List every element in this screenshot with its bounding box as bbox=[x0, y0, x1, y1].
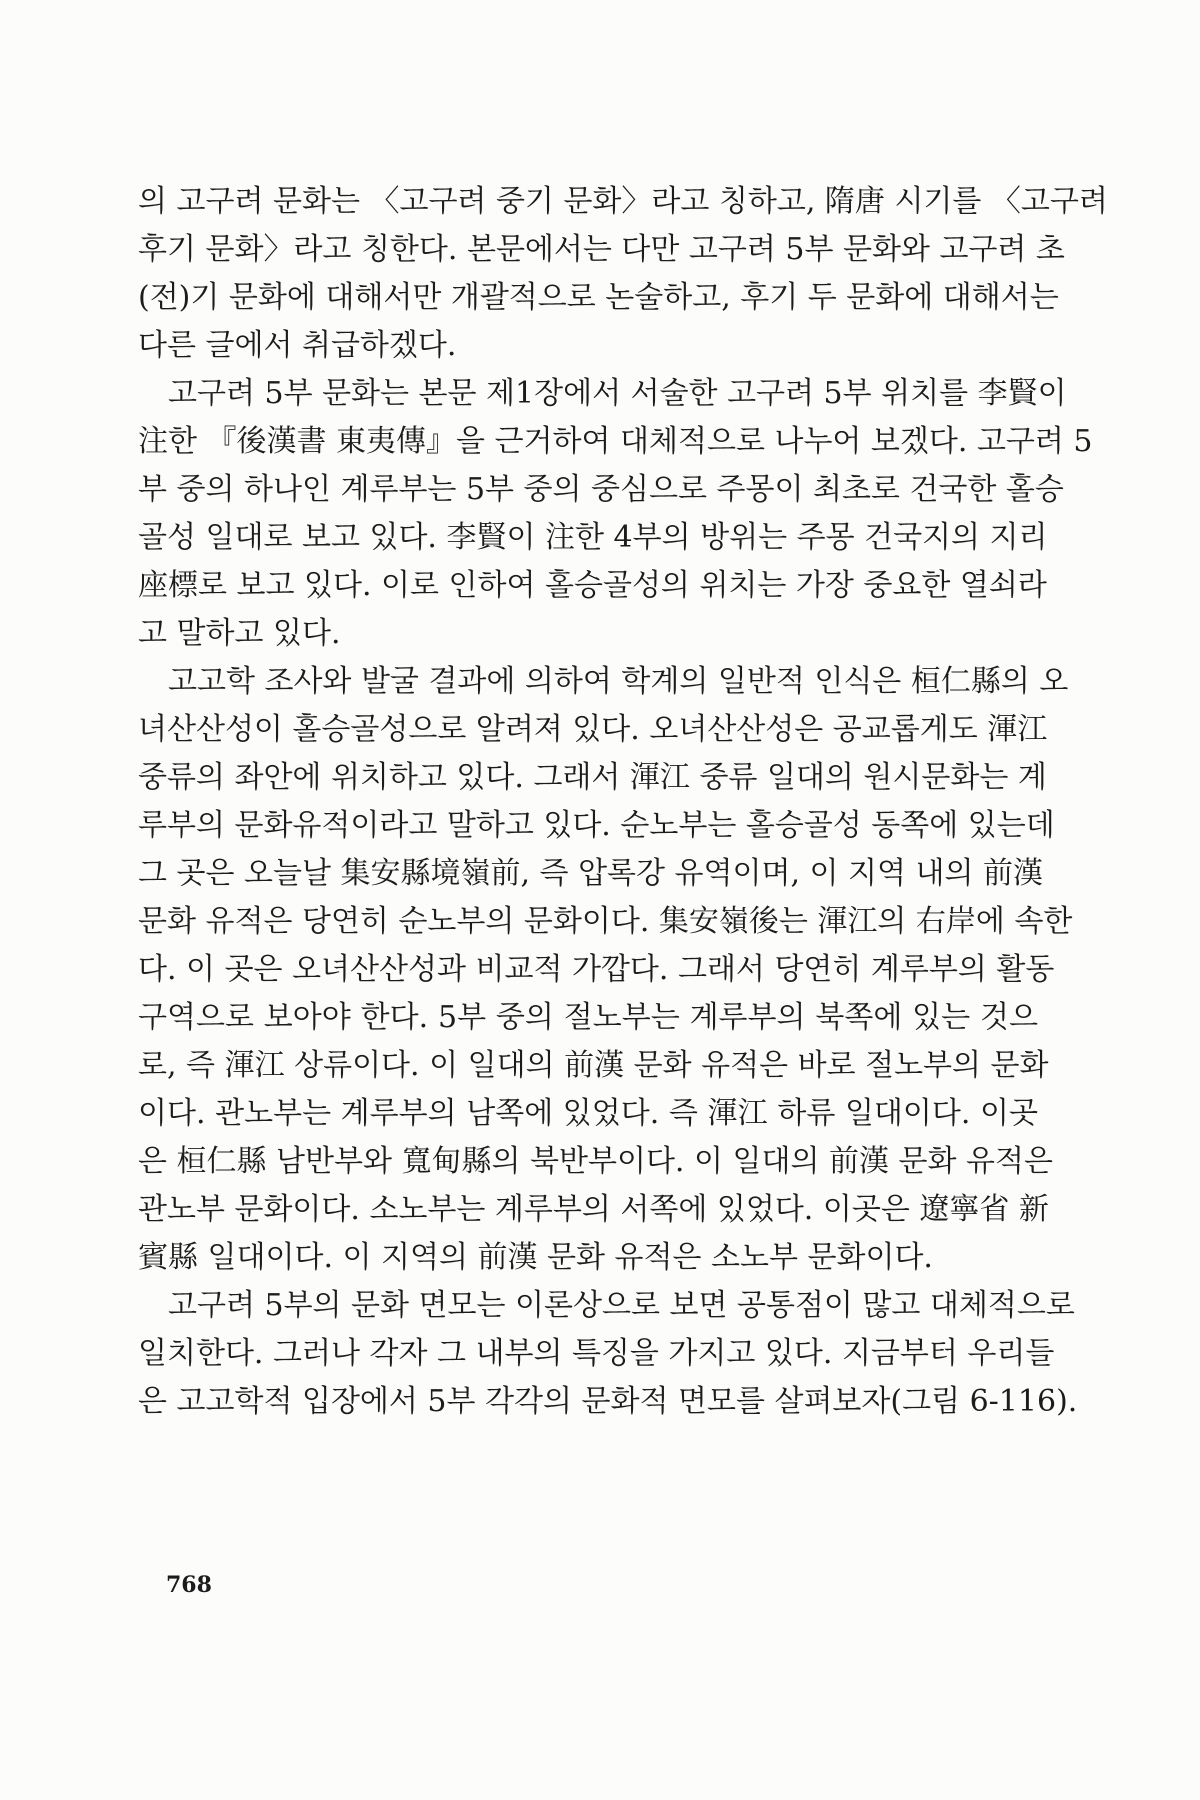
text-line: 다. 이 곳은 오녀산산성과 비교적 가깝다. 그래서 당연히 계루부의 활동 bbox=[138, 952, 1055, 987]
text-line: 관노부 문화이다. 소노부는 계루부의 서쪽에 있었다. 이곳은 遼寧省 新 bbox=[138, 1192, 1049, 1227]
body-text bbox=[138, 178, 1108, 1426]
text-line: 로, 즉 渾江 상류이다. 이 일대의 前漢 문화 유적은 바로 절노부의 문화 bbox=[138, 1048, 1049, 1083]
text-line: 부 중의 하나인 계루부는 5부 중의 중심으로 주몽이 최초로 건국한 홀승 bbox=[138, 472, 1064, 507]
page-number: 768 bbox=[166, 1572, 212, 1598]
text-line: 일치한다. 그러나 각자 그 내부의 특징을 가지고 있다. 지금부터 우리들 bbox=[138, 1336, 1055, 1371]
text-line: (전)기 문화에 대해서만 개괄적으로 논술하고, 후기 두 문화에 대해서는 bbox=[138, 280, 1059, 315]
text-line: 구역으로 보아야 한다. 5부 중의 절노부는 계루부의 북쪽에 있는 것으 bbox=[138, 1000, 1038, 1035]
text-line: 후기 문화〉라고 칭한다. 본문에서는 다만 고구려 5부 문화와 고구려 초 bbox=[138, 232, 1065, 267]
text-line: 그 곳은 오늘날 集安縣境嶺前, 즉 압록강 유역이며, 이 지역 내의 前漢 bbox=[138, 856, 1044, 891]
text-line: 座標로 보고 있다. 이로 인하여 홀승골성의 위치는 가장 중요한 열쇠라 bbox=[138, 568, 1047, 603]
text-line: 고구려 5부의 문화 면모는 이론상으로 보면 공통점이 많고 대체적으로 bbox=[168, 1288, 1075, 1323]
text-line: 고구려 5부 문화는 본문 제1장에서 서술한 고구려 5부 위치를 李賢이 bbox=[168, 376, 1067, 411]
text-line: 이다. 관노부는 계루부의 남쪽에 있었다. 즉 渾江 하류 일대이다. 이곳 bbox=[138, 1096, 1038, 1131]
text-line: 賓縣 일대이다. 이 지역의 前漢 문화 유적은 소노부 문화이다. bbox=[138, 1240, 933, 1275]
text-line: 녀산산성이 홀승골성으로 알려져 있다. 오녀산산성은 공교롭게도 渾江 bbox=[138, 712, 1048, 747]
text-line: 注한 『後漢書 東夷傳』을 근거하여 대체적으로 나누어 보겠다. 고구려 5 bbox=[138, 424, 1093, 459]
text-line: 고고학 조사와 발굴 결과에 의하여 학계의 일반적 인식은 桓仁縣의 오 bbox=[168, 664, 1069, 699]
text-line: 의 고구려 문화는 〈고구려 중기 문화〉라고 칭하고, 隋唐 시기를 〈고구려 bbox=[138, 184, 1108, 219]
text-line: 문화 유적은 당연히 순노부의 문화이다. 集安嶺後는 渾江의 右岸에 속한 bbox=[138, 904, 1073, 939]
text-line: 고 말하고 있다. bbox=[138, 616, 341, 651]
text-line: 골성 일대로 보고 있다. 李賢이 注한 4부의 방위는 주몽 건국지의 지리 bbox=[138, 520, 1048, 555]
text-line: 은 桓仁縣 남반부와 寬甸縣의 북반부이다. 이 일대의 前漢 문화 유적은 bbox=[138, 1144, 1053, 1179]
text-line: 중류의 좌안에 위치하고 있다. 그래서 渾江 중류 일대의 원시문화는 계 bbox=[138, 760, 1047, 795]
text-line: 다른 글에서 취급하겠다. bbox=[138, 328, 457, 363]
text-line: 은 고고학적 입장에서 5부 각각의 문화적 면모를 살펴보자(그림 6-116). bbox=[138, 1384, 1078, 1419]
text-line: 루부의 문화유적이라고 말하고 있다. 순노부는 홀승골성 동쪽에 있는데 bbox=[138, 808, 1055, 843]
